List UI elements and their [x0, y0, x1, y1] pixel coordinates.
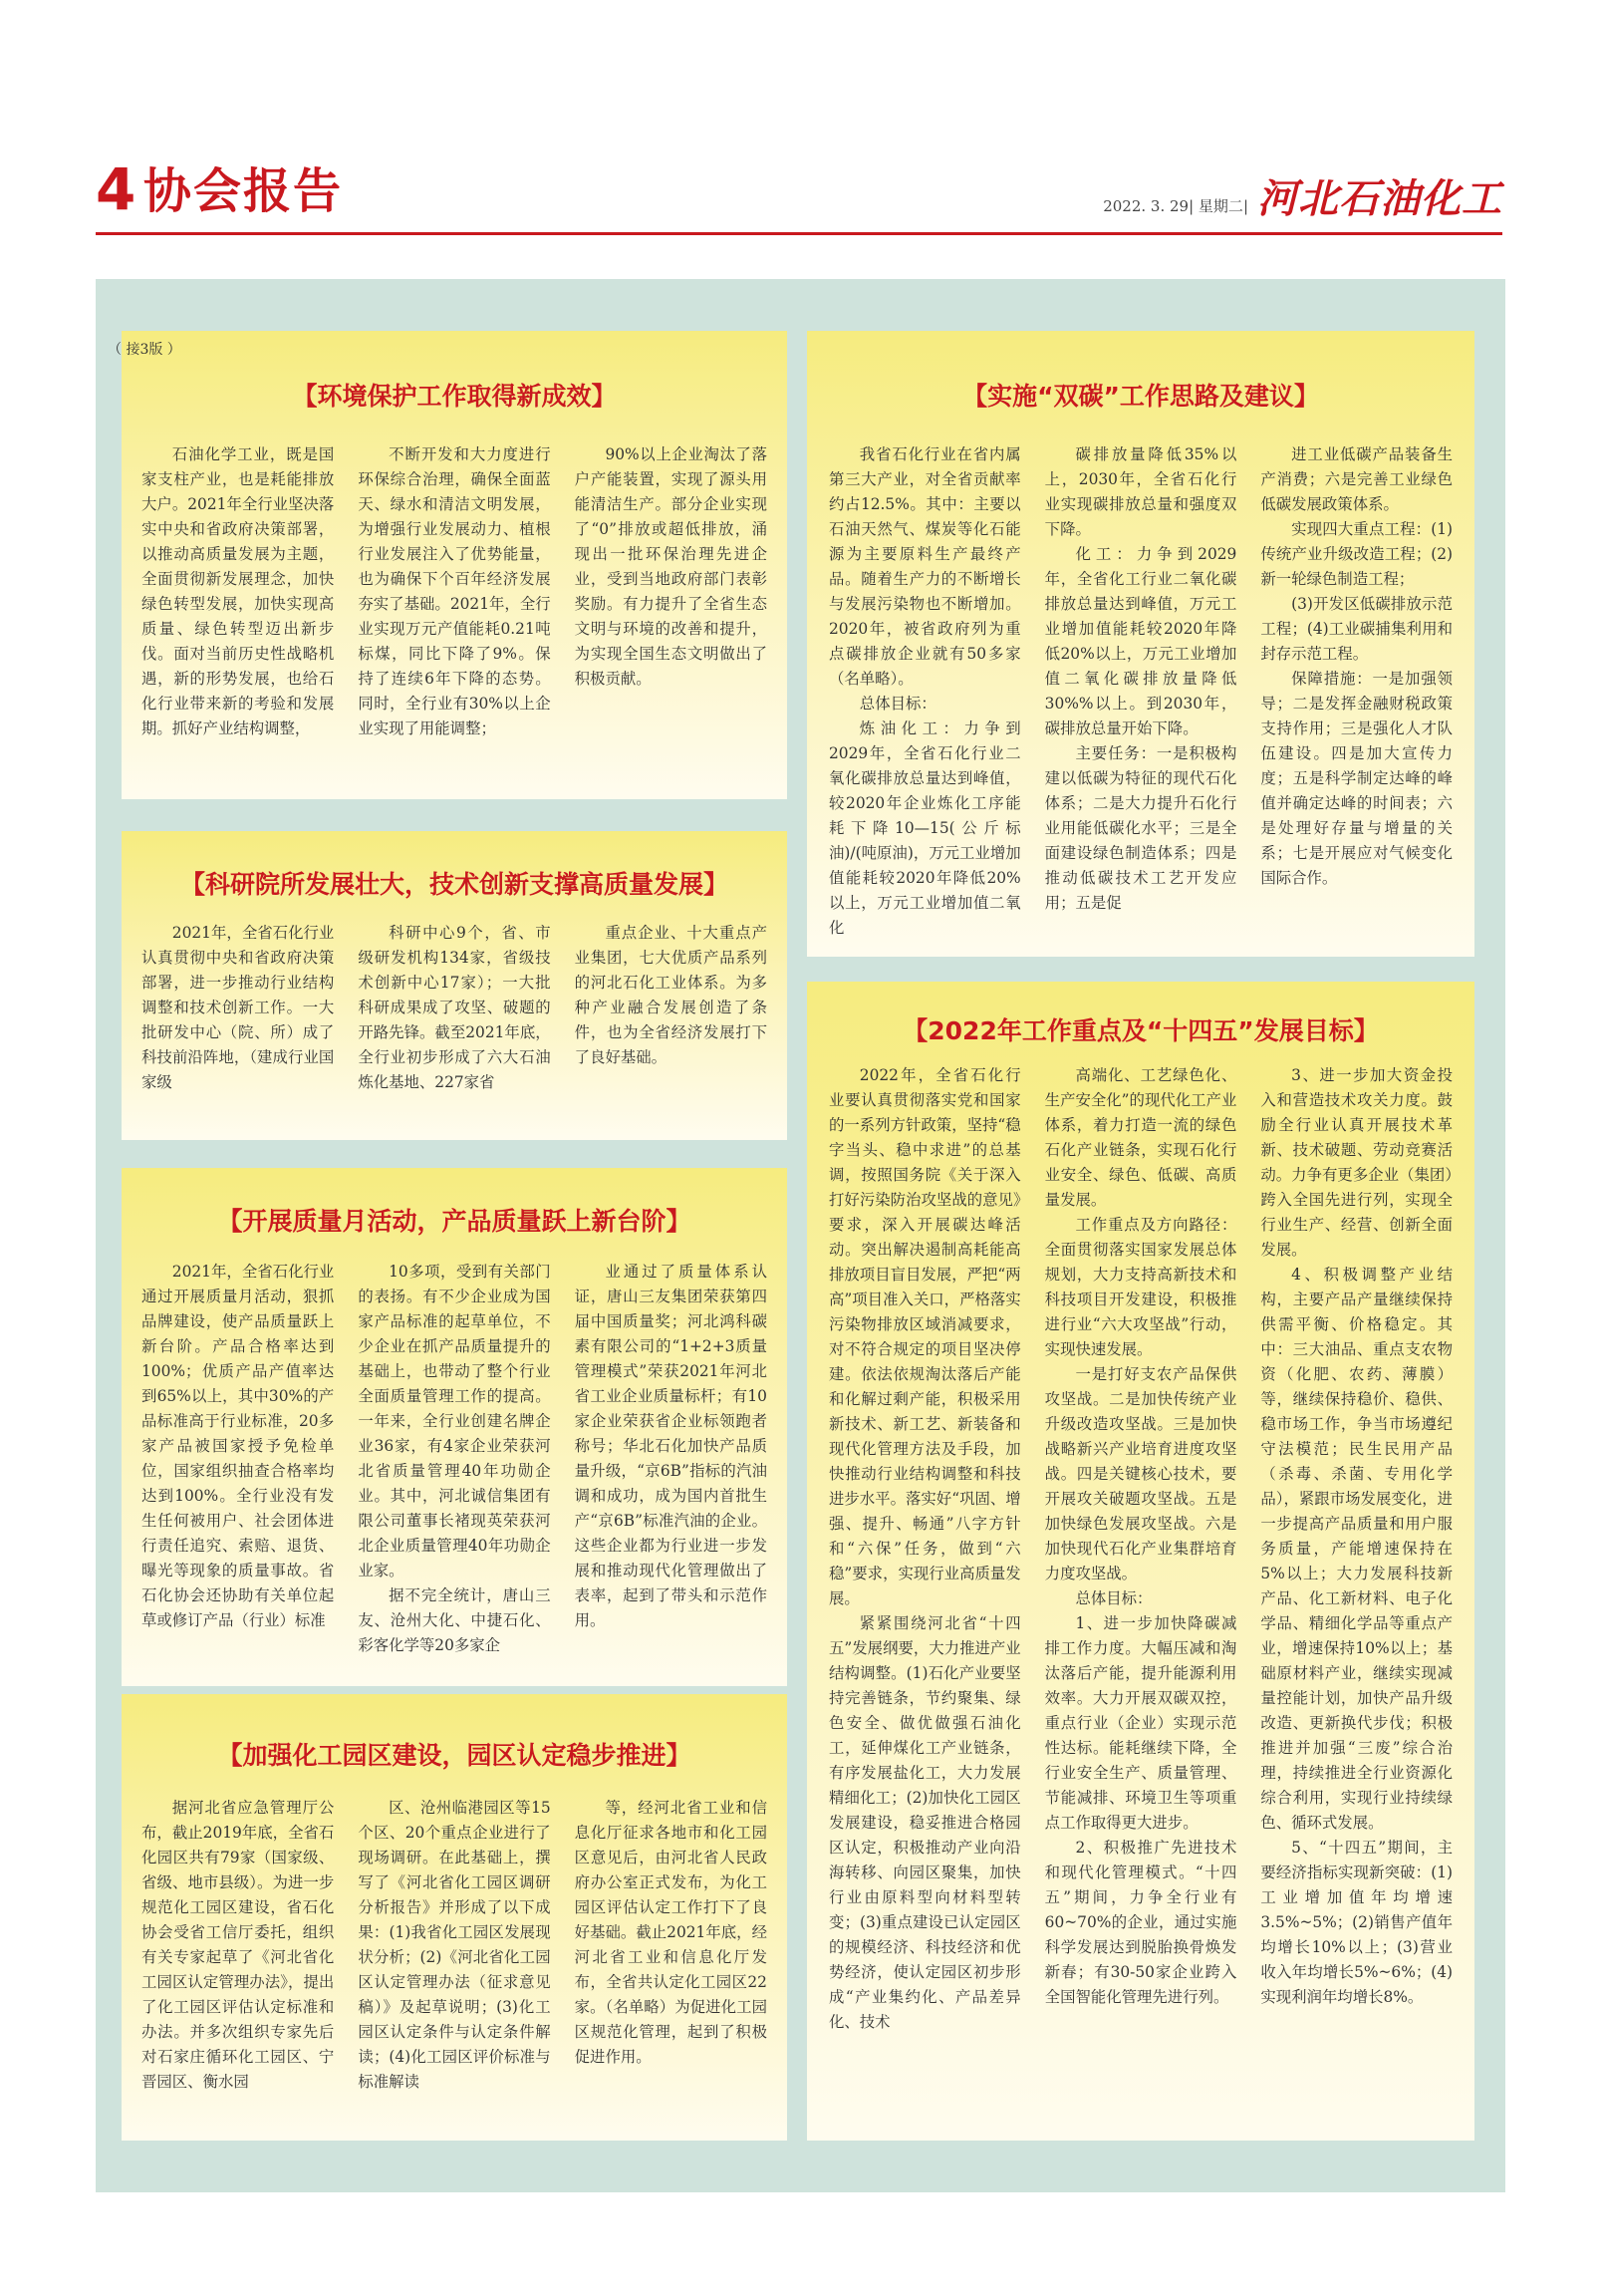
paragraph: 科研中心9个，省、市级研发机构134家，省级技术创新中心17家）；一大批科研成果成了攻坚、破题的开路先锋。截至2021年底，全行业初步形成了六大石油炼化基地、227家省 — [358, 924, 551, 1091]
article-column — [575, 1260, 767, 1672]
article-title: 【科研院所发展壮大，技术创新支撑高质量发展】 — [179, 870, 728, 899]
paragraph: 重点企业、十大重点产业集团，七大优质产品系列的河北石化工业体系。为多种产业融合发展创造了条件，也为全省经济发展打下了良好基础。 — [574, 924, 767, 1066]
article-quality — [122, 1168, 787, 1686]
page-number: 4 — [96, 155, 136, 223]
article-column — [829, 442, 1021, 947]
paragraph: 3、进一步加大资金投入和营造技术攻关力度。鼓励全行业认真开展技术革新、技术破题、劳动竞赛活动。力争有更多企业（集团）跨入全国先进行列，实现全行业生产、经营、创新全面发展。 — [1260, 1066, 1454, 1259]
paragraph: 总体目标： — [1075, 1589, 1153, 1607]
article-column — [141, 921, 334, 1126]
paragraph: 石油化学工业，既是国家支柱产业，也是耗能排放大户。2021年全行业坚决落实中央和省政府决策部署，以推动高质量发展为主题，全面贯彻新发展理念，加快绿色转型发展，加快实现高质量、绿色转型迈出新步伐。面对当前历史性战略机遇，新的形势发展，也给石化行业带来新的考验和发展期。抓好产业结构调整， — [141, 445, 335, 737]
paragraph: 等，经河北省工业和信息化厅征求各地市和化工园区意见后，由河北省人民政府办公室正式发布，为化工园区评估认定工作打下了良好基础。截止2021年底，经河北省工业和信息化厅发布，全省共认定化工园区22家。（名单略）为促进化工园区规范化管理，起到了积极促进作用。 — [574, 1799, 767, 2066]
issue-date: 2022. 3. 29 — [1103, 197, 1190, 215]
paragraph: 主要任务：一是积极构建以低碳为特征的现代石化体系；二是大力提升石化行业用能低碳化水平；三是全面建设绿色制造体系；四是推动低碳技术工艺开发应用；五是促 — [1044, 744, 1237, 912]
article-column — [141, 1260, 334, 1672]
paragraph: 保障措施：一是加强领导；二是发挥金融财税政策支持作用；三是强化人才队伍建设。四是加大宣传力度；五是科学制定达峰的峰值并确定达峰的时间表；六是处理好存量与增量的关系；七是开展应对气候变化国际合作。 — [1260, 670, 1454, 887]
paragraph: 5、“十四五”期间，主要经济指标实现新突破：(1)工业增加值年均增速3.5%~5%；(2)销售产值年均增长10%以上；(3)营业收入年均增长5%~6%；(4)实现利润年均增长8%。 — [1260, 1839, 1454, 2006]
newspaper-brand: 河北石油化工 — [1257, 175, 1502, 222]
paragraph: 碳排放量降低35%以上，2030年，全省石化行业实现碳排放总量和强度双下降。 — [1044, 445, 1237, 538]
article-environment — [122, 331, 787, 799]
paragraph: 2021年，全省石化行业通过开展质量月活动，狠抓品牌建设，使产品质量跃上新台阶。产品合格率达到100%；优质产品产值率达到65%以上，其中30%的产品标准高于行业标准，20多家产品被国家授予免检单位，国家组织抽查合格率均达到100%。全行业没有发生任何被用户、社会团体进行责任追究、索赔、退货、曝光等现象的质量事故。省石化协会还协助有关单位起草或修订产品（行业）标准 — [141, 1263, 335, 1629]
article-dual-carbon — [807, 331, 1474, 957]
article-column — [141, 442, 334, 779]
paragraph: 2022年，全省石化行业要认真贯彻落实党和国家的一系列方针政策，坚持“稳字当头、稳中求进”的总基调，按照国务院《关于深入打好污染防治攻坚战的意见》要求，深入开展碳达峰活动。突出解决遏制高耗能高排放项目盲目发展，严把“两高”项目准入关口，严格落实污染物排放区域消减要求，对不符合规定的项目坚决停建。依法依规淘汰落后产能和化解过剩产能，积极采用新技术、新工艺、新装备和现代化管理方法及手段，加快推动行业结构调整和科技进步水平。落实好“巩固、增强、提升、畅通”八字方针和“六保”任务，做到“六稳”要求，实现行业高质量发展。 — [829, 1066, 1021, 1607]
article-column — [1260, 1063, 1453, 2131]
paragraph: 我省石化行业在省内属第三大产业，对全省贡献率约占12.5%。其中：主要以石油天然气、煤炭等化石能源为主要原料生产最终产品。随着生产力的不断增长与发展污染物也不断增加。2020年，被省政府列为重点碳排放企业就有50多家（名单略）。 — [829, 445, 1021, 688]
paragraph: 高端化、工艺绿色化、生产安全化”的现代化工产业体系，着力打造一流的绿色石化产业链条，实现石化行业安全、绿色、低碳、高质量发展。 — [1044, 1066, 1237, 1209]
article-title: 【实施“双碳”工作思路及建议】 — [962, 382, 1319, 411]
paragraph: 4、积极调整产业结构，主要产品产量继续保持供需平衡、价格稳定。其中：三大油品、重点支农物资（化肥、农药、薄膜）等，继续保持稳价、稳供、稳市场工作，争当市场遵纪守法模范；民生民用产品（杀毒、杀菌、专用化学品），紧跟市场发展变化，进一步提高产品质量和用户服务质量，产能增速保持在5%以上；大力发展科技新产品、化工新材料、电子化学品、精细化学品等重点产业，增速保持10%以上；基础原材料产业，继续实现减量控能计划，加快产品升级改造、更新换代步伐；积极推进并加强“三废”综合治理，持续推进全行业资源化综合利用，实现行业持续绿色、循环式发展。 — [1260, 1266, 1454, 1832]
paragraph: 据河北省应急管理厅公布，截止2019年底，全省石化园区共有79家（国家级、省级、地市县级）。为进一步规范化工园区建设，省石化协会受省工信厅委托，组织有关专家起草了《河北省化工园区认定管理办法》，提出了化工园区评估认定标准和办法。并多次组织专家先后对石家庄循环化工园区、宁晋园区、衡水园 — [141, 1799, 335, 2091]
article-research — [122, 831, 787, 1140]
paragraph: 10多项，受到有关部门的表扬。有不少企业成为国家产品标准的起草单位，不少企业在抓产品质量提升的基础上，也带动了整个行业全面质量管理工作的提高。一年来，全行业创建名牌企业36家，有4家企业荣获河北省质量管理40年功勋企业。其中，河北诚信集团有限公司董事长褚现英荣获河北企业质量管理40年功勋企业家。 — [358, 1263, 551, 1579]
article-chemical-parks — [122, 1694, 787, 2141]
issue-weekday: 星期二 — [1198, 197, 1243, 215]
paragraph: 一是打好支农产品保供攻坚战。二是加快传统产业升级改造攻坚战。三是加快战略新兴产业培育进度攻坚战。四是关键核心技术，要开展攻关破题攻坚战。五是加快绿色发展攻坚战。六是加快现代石化产业集群培育力度攻坚战。 — [1044, 1365, 1237, 1582]
masthead — [96, 155, 1502, 225]
paragraph: 90%以上企业淘汰了落户产能装置，实现了源头用能清洁生产。部分企业实现了“0”排放或超低排放，涌现出一批环保治理先进企业，受到当地政府部门表彰奖励。有力提升了全省生态文明与环境的改善和提升，为实现全国生态文明做出了积极贡献。 — [574, 445, 767, 688]
article-column — [358, 921, 550, 1126]
article-column — [1260, 442, 1453, 947]
article-column — [575, 442, 767, 779]
header-rule — [96, 232, 1502, 235]
article-column — [358, 1260, 550, 1672]
paragraph: (3)开发区低碳排放示范工程；(4)工业碳捕集利用和封存示范工程。 — [1260, 595, 1454, 663]
article-column — [1045, 442, 1237, 947]
paragraph: 区、沧州临港园区等15个区、20个重点企业进行了现场调研。在此基础上，撰写了《河北省化工园区调研分析报告》并形成了以下成果：(1)我省化工园区发展现状分析；(2)《河北省化工园区认定管理办法（征求意见稿）》及起草说明；(3)化工园区认定条件与认定条件解读；(4)化工园区评价标准与标准解读 — [358, 1799, 551, 2091]
article-2022-plan — [807, 982, 1474, 2141]
paragraph: 2、积极推广先进技术和现代化管理模式。“十四五”期间，力争全行业有60~70%的企业，通过实施科学发展达到脱胎换骨焕发新春；有30-50家企业跨入全国智能化管理先进行列。 — [1044, 1839, 1237, 2006]
paragraph: 进工业低碳产品装备生产消费；六是完善工业绿色低碳发展政策体系。 — [1260, 445, 1454, 513]
paragraph: 据不完全统计，唐山三友、沧州大化、中捷石化、彩客化学等20多家企 — [358, 1586, 551, 1654]
paragraph: 实现四大重点工程：(1)传统产业升级改造工程；(2)新一轮绿色制造工程； — [1260, 520, 1454, 588]
article-column — [358, 1796, 550, 2127]
paragraph: 化工：力争到2029年，全省化工行业二氧化碳排放总量达到峰值，万元工业增加值能耗较2020年降低20%以上，万元工业增加值二氧化碳排放量降低30%%以上。到2030年，碳排放总量开始下降。 — [1044, 545, 1237, 737]
section-title: 协会报告 — [143, 163, 344, 219]
paragraph: 2021年，全省石化行业认真贯彻中央和省政府决策部署，进一步推动行业结构调整和技术创新工作。一大批研发中心（院、所）成了科技前沿阵地，（建成行业国家级 — [141, 924, 335, 1091]
article-column — [1045, 1063, 1237, 2131]
paragraph: 总体目标： — [859, 695, 936, 713]
paragraph: 工作重点及方向路径：全面贯彻落实国家发展总体规划，大力支持高新技术和科技项目开发建设，积极推进行业“六大攻坚战”行动，实现快速发展。 — [1044, 1216, 1237, 1358]
paragraph: 业通过了质量体系认证，唐山三友集团荣获第四届中国质量奖；河北鸿科碳素有限公司的“1+2+3质量管理模式”荣获2021年河北省工业企业质量标杆；有10家企业荣获省企业标领跑者称号；华北石化加快产品质量升级，“京6B”指标的汽油调和成功，成为国内首批生产“京6B”标准汽油的企业。这些企业都为行业进一步发展和推动现代化管理做出了表率，起到了带头和示范作用。 — [574, 1263, 767, 1629]
article-column — [575, 921, 767, 1126]
article-title: 【开展质量月活动，产品质量跃上新台阶】 — [217, 1207, 691, 1236]
article-title: 【加强化工园区建设，园区认定稳步推进】 — [217, 1741, 691, 1770]
article-column — [575, 1796, 767, 2127]
issue-date-line: 2022. 3. 29| 星期二| — [1103, 197, 1248, 215]
article-title: 【环境保护工作取得新成效】 — [292, 382, 617, 411]
paragraph: 紧紧围绕河北省“十四五”发展纲要，大力推进产业结构调整。(1)石化产业要坚持完善链条，节约聚集、绿色安全、做优做强石油化工，延伸煤化工产业链条，有序发展盐化工，大力发展精细化工；(2)加快化工园区发展建设，稳妥推进合格园区认定，积极推动产业向沿海转移、向园区聚集，加快行业由原料型向材料型转变；(3)重点建设已认定园区的规模经济、科技经济和优势经济，使认定园区初步形成“产业集约化、产品差异化、技术 — [829, 1614, 1021, 2031]
article-column — [141, 1796, 334, 2127]
article-column — [358, 442, 550, 779]
paragraph: 炼油化工：力争到2029年，全省石化行业二氧化碳排放总量达到峰值，较2020年企业炼化工序能耗下降10—15(公斤标油)/(吨原油)，万元工业增加值能耗较2020年降低20%以上，万元工业增加值二氧化 — [829, 719, 1021, 937]
paragraph: 1、进一步加快降碳减排工作力度。大幅压减和淘汰落后产能，提升能源利用效率。大力开展双碳双控，重点行业（企业）实现示范性达标。能耗继续下降，全行业安全生产、质量管理、节能减排、环境卫生等项重点工作取得更大进步。 — [1044, 1614, 1237, 1832]
continued-note: （ 接3版 ） — [108, 342, 181, 358]
paragraph: 不断开发和大力度进行环保综合治理，确保全面蓝天、绿水和清洁文明发展，为增强行业发展动力、植根行业发展注入了优势能量，也为确保下个百年经济发展夯实了基础。2021年，全行业实现万元产值能耗0.21吨标煤，同比下降了9%。保持了连续6年下降的态势。同时，全行业有30%以上企业实现了用能调整； — [358, 445, 551, 737]
article-title: 【2022年工作重点及“十四五”发展目标】 — [903, 1016, 1379, 1045]
article-column — [829, 1063, 1021, 2131]
